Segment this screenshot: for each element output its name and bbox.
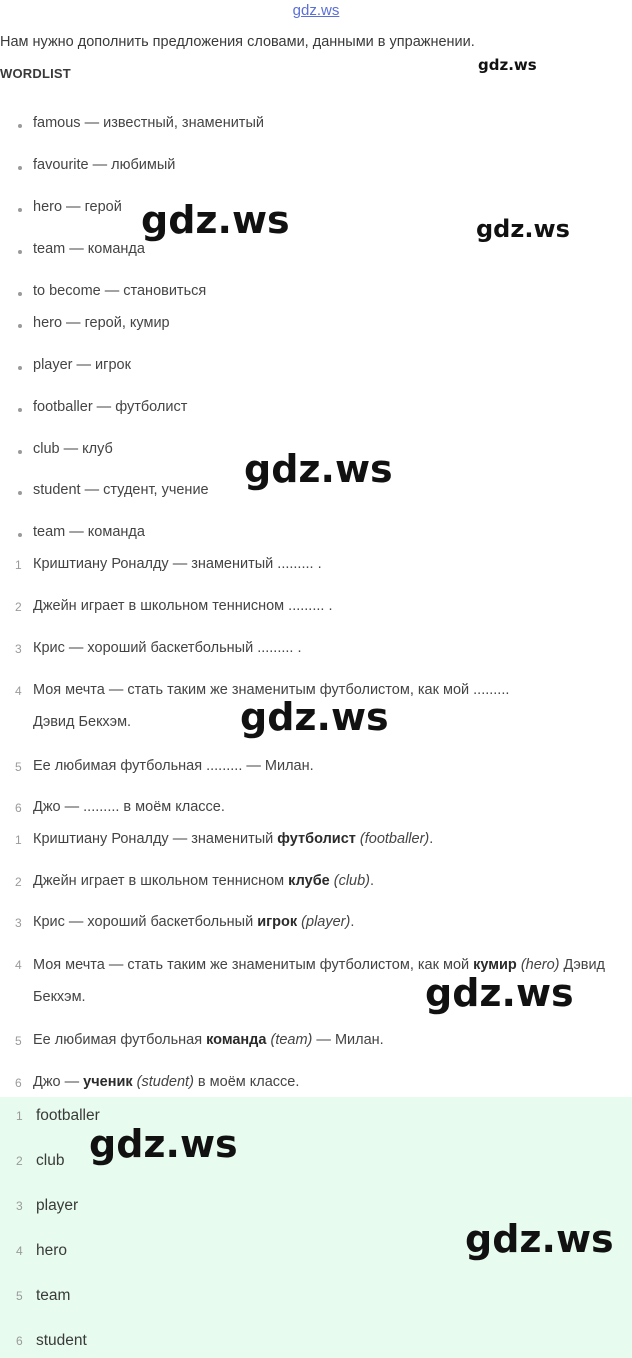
final-answer-number: 5 [16,1289,23,1303]
answer-item [33,1074,299,1090]
answer-after: — Милан. [312,1032,384,1048]
bullet-icon [18,408,22,412]
answer-word: игрок [257,914,298,930]
answer-number: 3 [15,916,22,930]
task-number: 5 [15,760,22,774]
answer-after: Дэвид Бекхэм. [33,957,606,1005]
answer-item [33,831,433,847]
answer-after: . [350,914,355,930]
answer-before: Крис — хороший баскетбольный [33,914,258,930]
final-answer-word: player [36,1197,79,1214]
answer-hint: (club) [333,873,371,889]
final-answer-number: 2 [16,1154,23,1168]
answer-number: 6 [15,1076,22,1090]
answer-word: кумир [473,957,517,973]
answer-after: . [370,873,375,889]
answer-number: 2 [15,875,22,889]
answer-before: Криштиану Роналду — знаменитый [33,831,278,847]
wordlist-item: student — студент, учение [33,482,209,498]
answer-before: Ее любимая футбольная [33,1032,207,1048]
bullet-icon [18,366,22,370]
final-answer-number: 6 [16,1334,23,1348]
task-number: 6 [15,801,22,815]
answer-number: 5 [15,1034,22,1048]
final-answer-word: club [36,1152,65,1169]
bullet-icon [18,450,22,454]
answer-item [33,873,374,889]
answer-word: ученик [83,1074,133,1090]
wordlist-item: footballer — футболист [33,399,188,415]
answer-item [33,914,354,930]
watermark: gdz.ws [465,1217,614,1261]
final-answer-word: hero [36,1242,68,1259]
answer-hint: (footballer) [359,831,430,847]
answer-after: . [429,831,434,847]
watermark: gdz.ws [89,1122,238,1166]
answer-hint: (player) [301,914,351,930]
watermark: gdz.ws [244,447,393,491]
answer-hint: (team) [270,1032,313,1048]
task-item-continuation: Дэвид Бекхэм. [33,714,132,730]
final-answer-number: 4 [16,1244,23,1258]
final-answer-number: 1 [16,1109,23,1123]
answer-before: Джо — [33,1074,84,1090]
wordlist-item: team — команда [33,241,145,257]
wordlist-item: team — команда [33,524,145,540]
watermark: gdz.ws [478,56,537,74]
answer-hint: (student) [136,1074,194,1090]
task-item: Ее любимая футбольная ......... — Милан. [33,758,314,774]
intro-text: Нам нужно дополнить предложения словами, данными в упражнении. [0,34,475,50]
wordlist-heading: WORDLIST [0,66,71,81]
site-link[interactable]: gdz.ws [292,2,340,19]
answer-number: 1 [15,833,22,847]
wordlist-item: player — игрок [33,357,131,373]
bullet-icon [18,324,22,328]
watermark: gdz.ws [141,198,290,242]
task-item: Моя мечта — стать таким же знаменитым футболистом, как мой ......... [33,682,510,698]
wordlist-item: hero — герой, кумир [33,315,170,331]
watermark: gdz.ws [425,971,574,1015]
answer-word: клубе [288,873,330,889]
bullet-icon [18,124,22,128]
answer-hint: (hero) [520,957,560,973]
final-answer-word: student [36,1332,87,1349]
answer-word: команда [206,1032,267,1048]
answer-number: 4 [15,958,22,972]
wordlist-item: famous — известный, знаменитый [33,115,264,131]
watermark: gdz.ws [476,215,570,243]
answer-before: Моя мечта — стать таким же знаменитым футболистом, как мой [33,957,474,973]
bullet-icon [18,250,22,254]
task-item: Крис — хороший баскетбольный ......... . [33,640,302,656]
task-item: Криштиану Роналду — знаменитый ......... . [33,556,322,572]
task-number: 4 [15,684,22,698]
bullet-icon [18,292,22,296]
final-answer-word: footballer [36,1107,100,1124]
task-number: 1 [15,558,22,572]
bullet-icon [18,491,22,495]
watermark: gdz.ws [240,695,389,739]
task-item: Джо — ......... в моём классе. [33,799,225,815]
wordlist-item: favourite — любимый [33,157,176,173]
answer-item [33,1032,384,1048]
task-item: Джейн играет в школьном теннисном ......... . [33,598,333,614]
answer-after: в моём классе. [193,1074,300,1090]
wordlist-item: to become — становиться [33,283,207,299]
answer-word: футболист [277,831,356,847]
bullet-icon [18,208,22,212]
final-answer-word: team [36,1287,71,1304]
bullet-icon [18,533,22,537]
task-number: 2 [15,600,22,614]
final-answer-number: 3 [16,1199,23,1213]
answer-before: Джейн играет в школьном теннисном [33,873,289,889]
wordlist-item: hero — герой [33,199,122,215]
bullet-icon [18,166,22,170]
wordlist-item: club — клуб [33,441,113,457]
task-number: 3 [15,642,22,656]
